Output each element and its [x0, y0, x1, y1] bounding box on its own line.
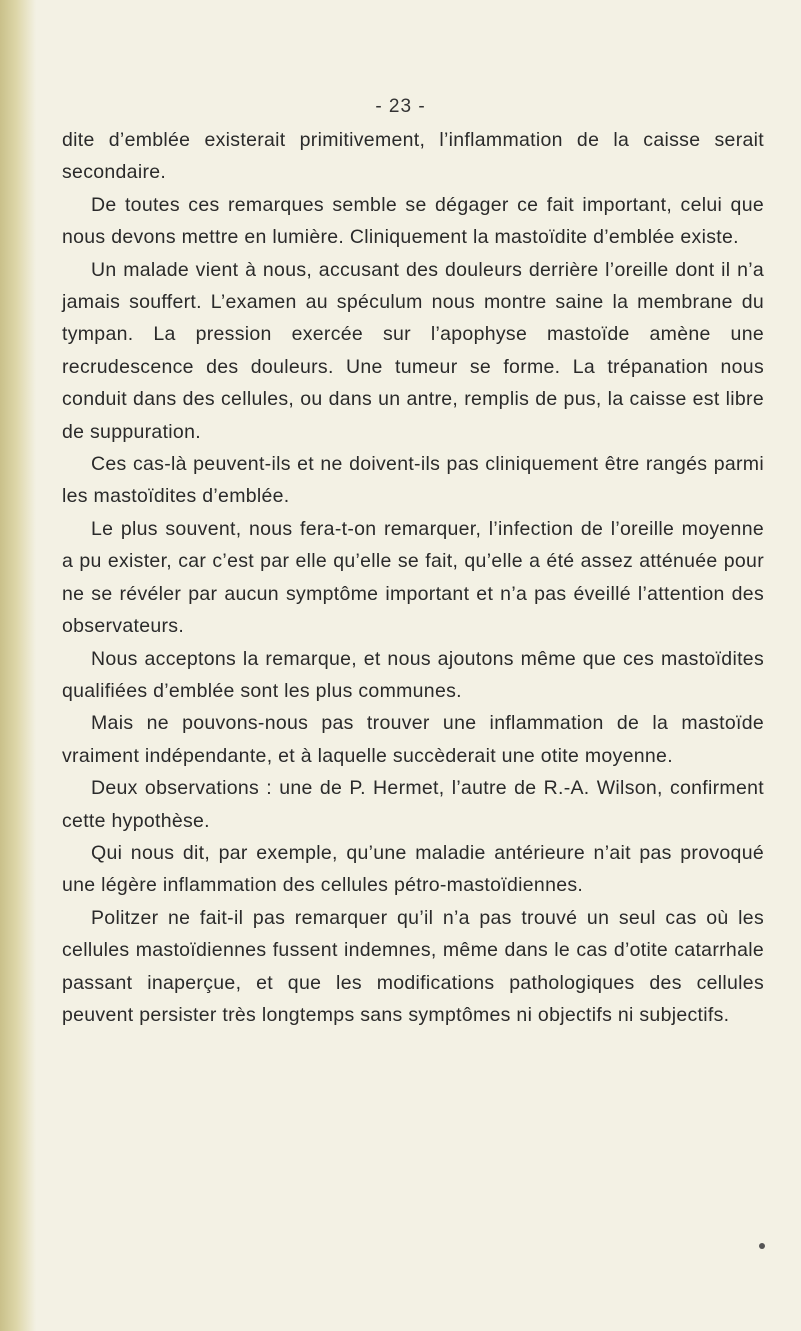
body-text	[62, 124, 764, 1031]
paragraph: Deux observations : une de P. Hermet, l’autre de R.-A. Wilson, confirment cette hypothèse.	[62, 777, 764, 832]
paragraph-continuation: dite d’emblée existerait primitivement, l’inflammation de la caisse serait secondaire.	[62, 129, 764, 184]
paragraph: Mais ne pouvons-nous pas trouver une inflammation de la mastoïde vraiment indépendante, et à laquelle succèderait une otite moyenne.	[62, 712, 764, 767]
page-number: - 23 -	[375, 96, 426, 117]
page-edge-shading	[0, 0, 36, 1331]
paragraph: Qui nous dit, par exemple, qu’une maladie antérieure n’ait pas provoqué une légère inflammation des cellules pétro-mastoïdiennes.	[62, 841, 764, 897]
paragraph: Nous acceptons la remarque, et nous ajoutons même que ces mastoïdites qualifiées d’emblée sont les plus communes.	[62, 647, 764, 702]
paragraph: De toutes ces remarques semble se dégager ce fait important, celui que nous devons mettre en lumière. Cliniquement la mastoïdite d’emblée existe.	[62, 193, 764, 249]
paragraph: Politzer ne fait-il pas remarquer qu’il n’a pas trouvé un seul cas où les cellules mastoïdiennes fussent indemnes, même dans le cas d’otite catarrhale passant inaperçue, et que les modifications pathologiques des cellules peuvent persister très longtemps sans symptômes ni objectifs ni subjectifs.	[62, 906, 764, 1026]
ink-dot	[759, 1243, 765, 1249]
paragraph: Ces cas-là peuvent-ils et ne doivent-ils pas cliniquement être rangés parmi les mastoïdites d’emblée.	[62, 453, 764, 508]
paragraph: Un malade vient à nous, accusant des douleurs derrière l’oreille dont il n’a jamais souffert. L’examen au spéculum nous montre saine la membrane du tympan. La pression exercée sur l’apophyse mastoïde amène une recrudescence des douleurs. Une tumeur se forme. La trépanation nous conduit dans des cellules, ou dans un antre, remplis de pus, la caisse est libre de suppuration.	[62, 258, 764, 443]
paragraph: Le plus souvent, nous fera-t-on remarquer, l’infection de l’oreille moyenne a pu exister, car c’est par elle qu’elle se fait, qu’elle a été assez atténuée pour ne se révéler par aucun symptôme important et n’a pas éveillé l’attention des observateurs.	[62, 517, 764, 638]
